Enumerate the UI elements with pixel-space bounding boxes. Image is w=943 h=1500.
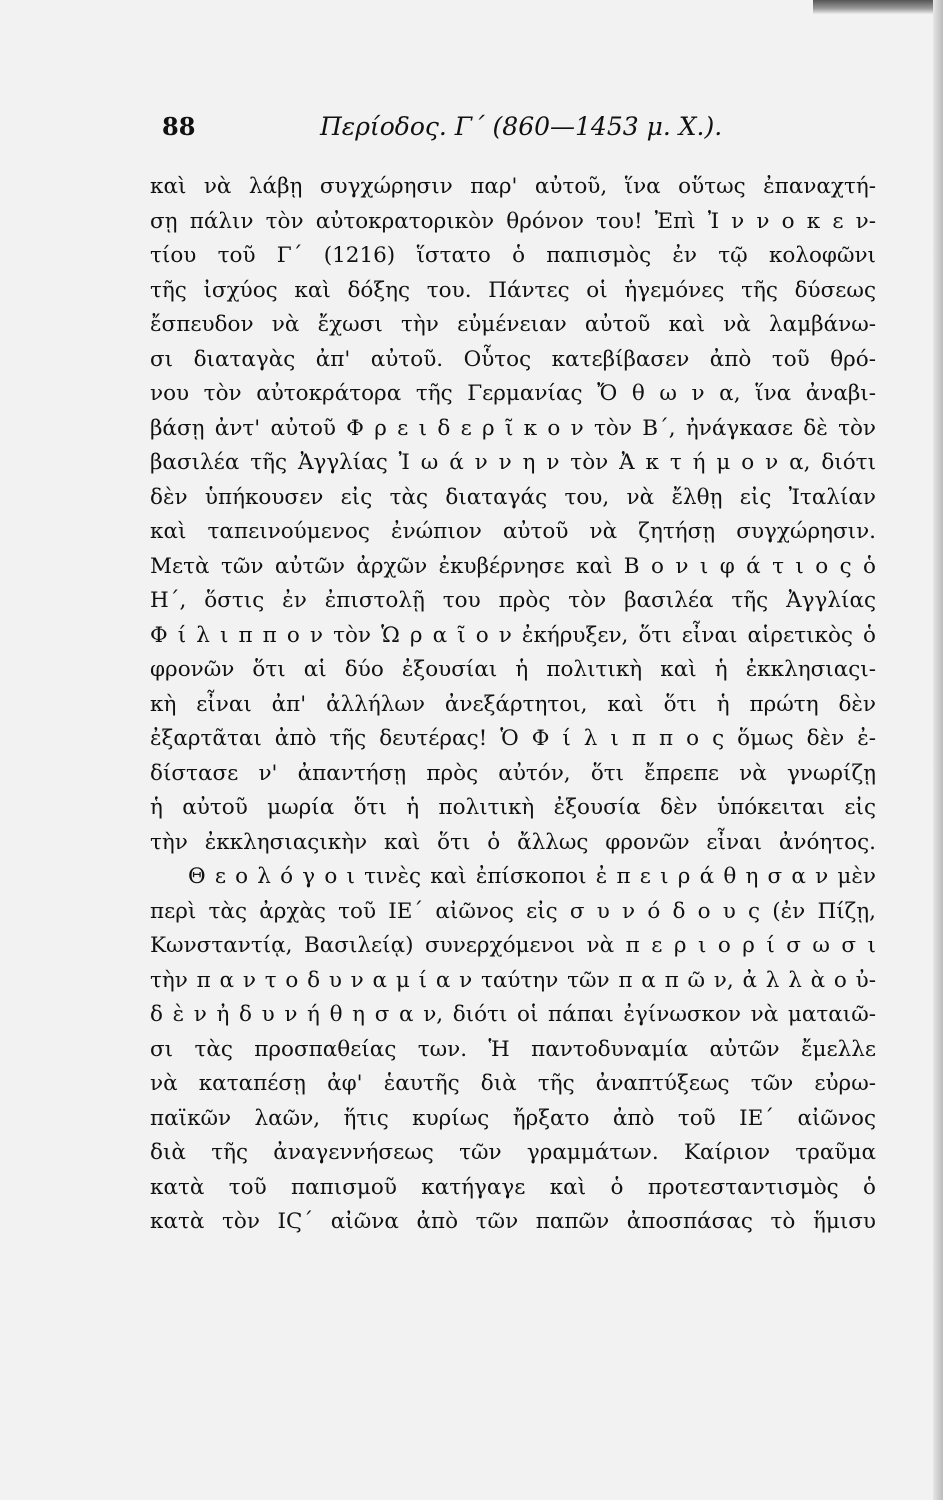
text-line: τίου τοῦ Γ΄ (1216) ἵστατο ὁ παπισμὸς ἐν τῷ κολοφῶνι xyxy=(150,243,876,268)
text-line: σι διαταγὰς ἀπ' αὐτοῦ. Οὗτος κατεβίβασεν ἀπὸ τοῦ θρό- xyxy=(150,346,876,372)
text-line: κατὰ τὸν ΙϚ΄ αἰῶνα ἀπὸ τῶν παπῶν ἀποσπάσας τὸ ἥμισυ xyxy=(150,1209,876,1234)
text-line: καὶ νὰ λάβῃ συγχώρησιν παρ' αὐτοῦ, ἵνα οὕτως ἐπαναχτή- xyxy=(150,174,876,199)
text-line: Η΄, ὅστις ἐν ἐπιστολῇ του πρὸς τὸν βασιλέα τῆς Ἀγγλίας xyxy=(150,588,876,613)
text-line: παϊκῶν λαῶν, ἥτις κυρίως ἤρξατο ἀπὸ τοῦ ΙΕ΄ αἰῶνος xyxy=(150,1105,876,1131)
text-line: Κωνσταντίᾳ, Βασιλείᾳ) συνερχόμενοι νὰ π ε ρ ι ο ρ ί σ ω σ ι xyxy=(150,933,876,958)
text-line: ἔσπευδον νὰ ἔχωσι τὴν εὐμένειαν αὐτοῦ καὶ νὰ λαμβάνω- xyxy=(150,312,876,337)
text-line: βάσῃ ἀντ' αὐτοῦ Φ ρ ε ι δ ε ρ ῖ κ ο ν τὸν Β΄, ἠνάγκασε δὲ τὸν xyxy=(150,415,876,441)
page-edge-right xyxy=(933,0,943,1500)
text-line: δὲν ὑπήκουσεν εἰς τὰς διαταγάς του, νὰ ἔλθῃ εἰς Ἰταλίαν xyxy=(150,484,876,510)
body-text xyxy=(150,170,876,1240)
text-line: διὰ τῆς ἀναγεννήσεως τῶν γραμμάτων. Καίριον τραῦμα xyxy=(150,1140,876,1165)
running-head: Περίοδος. Γ΄ (860—1453 μ. Χ.). xyxy=(320,112,723,141)
page-edge-shadow xyxy=(813,0,943,14)
text-line: νου τὸν αὐτοκράτορα τῆς Γερμανίας Ὄ θ ω ν α, ἵνα ἀναβι- xyxy=(150,381,876,406)
text-line: Φ ί λ ι π π ο ν τὸν Ὡ ρ α ῖ ο ν ἐκήρυξεν, ὅτι εἶναι αἱρετικὸς ὁ xyxy=(150,622,876,648)
text-line: φρονῶν ὅτι αἱ δύο ἐξουσίαι ἡ πολιτικὴ καὶ ἡ ἐκκλησιαςι- xyxy=(150,657,876,682)
text-line: περὶ τὰς ἀρχὰς τοῦ ΙΕ΄ αἰῶνος εἰς σ υ ν ό δ ο υ ς (ἐν Πίζῃ, xyxy=(150,898,876,924)
text-line: τὴν π α ν τ ο δ υ ν α μ ί α ν ταύτην τῶν π α π ῶ ν, ἀ λ λ ὰ ο ὐ- xyxy=(150,967,876,993)
text-line: τῆς ἰσχύος καὶ δόξης του. Πάντες οἱ ἡγεμόνες τῆς δύσεως xyxy=(150,277,876,303)
text-line: βασιλέα τῆς Ἀγγλίας Ἰ ω ά ν ν η ν τὸν Ἀ κ τ ή μ ο ν α, διότι xyxy=(150,450,876,475)
text-line: Μετὰ τῶν αὐτῶν ἀρχῶν ἐκυβέρνησε καὶ Β ο ν ι φ ά τ ι ο ς ὁ xyxy=(150,553,876,579)
text-line: καὶ ταπεινούμενος ἐνώπιον αὐτοῦ νὰ ζητήσῃ συγχώρησιν. xyxy=(150,519,876,544)
text-line: τὴν ἐκκλησιαςικὴν καὶ ὅτι ὁ ἄλλως φρονῶν εἶναι ἀνόητος. xyxy=(150,829,876,855)
text-line: ἡ αὐτοῦ μωρία ὅτι ἡ πολιτικὴ ἐξουσία δὲν ὑπόκειται εἰς xyxy=(150,795,876,820)
text-line: νὰ καταπέσῃ ἀφ' ἑαυτῆς διὰ τῆς ἀναπτύξεως τῶν εὐρω- xyxy=(150,1071,876,1096)
paragraph-first-line: Θ ε ο λ ό γ ο ι τινὲς καὶ ἐπίσκοποι ἐ π ε ι ρ ά θ η σ α ν μὲν xyxy=(188,864,876,889)
text-line: κὴ εἶναι ἀπ' ἀλλήλων ἀνεξάρτητοι, καὶ ὅτι ἡ πρώτη δὲν xyxy=(150,691,876,717)
text-line: ἐξαρτᾶται ἀπὸ τῆς δευτέρας! Ὁ Φ ί λ ι π π ο ς ὅμως δὲν ἐ- xyxy=(150,726,876,751)
text-line: σῃ πάλιν τὸν αὐτοκρατορικὸν θρόνον του! Ἐπὶ Ἰ ν ν ο κ ε ν- xyxy=(150,208,876,234)
page-header xyxy=(162,112,882,152)
text-line: δίστασε ν' ἀπαντήσῃ πρὸς αὐτόν, ὅτι ἔπρεπε νὰ γνωρίζῃ xyxy=(150,760,876,786)
text-line: κατὰ τοῦ παπισμοῦ κατήγαγε καὶ ὁ προτεσταντισμὸς ὁ xyxy=(150,1174,876,1200)
text-line: σι τὰς προσπαθείας των. Ἡ παντοδυναμία αὐτῶν ἔμελλε xyxy=(150,1036,876,1062)
page-number: 88 xyxy=(162,112,196,141)
text-line: δ ὲ ν ἠ δ υ ν ή θ η σ α ν, διότι οἱ πάπαι ἐγίνωσκον νὰ ματαιῶ- xyxy=(150,1002,876,1027)
